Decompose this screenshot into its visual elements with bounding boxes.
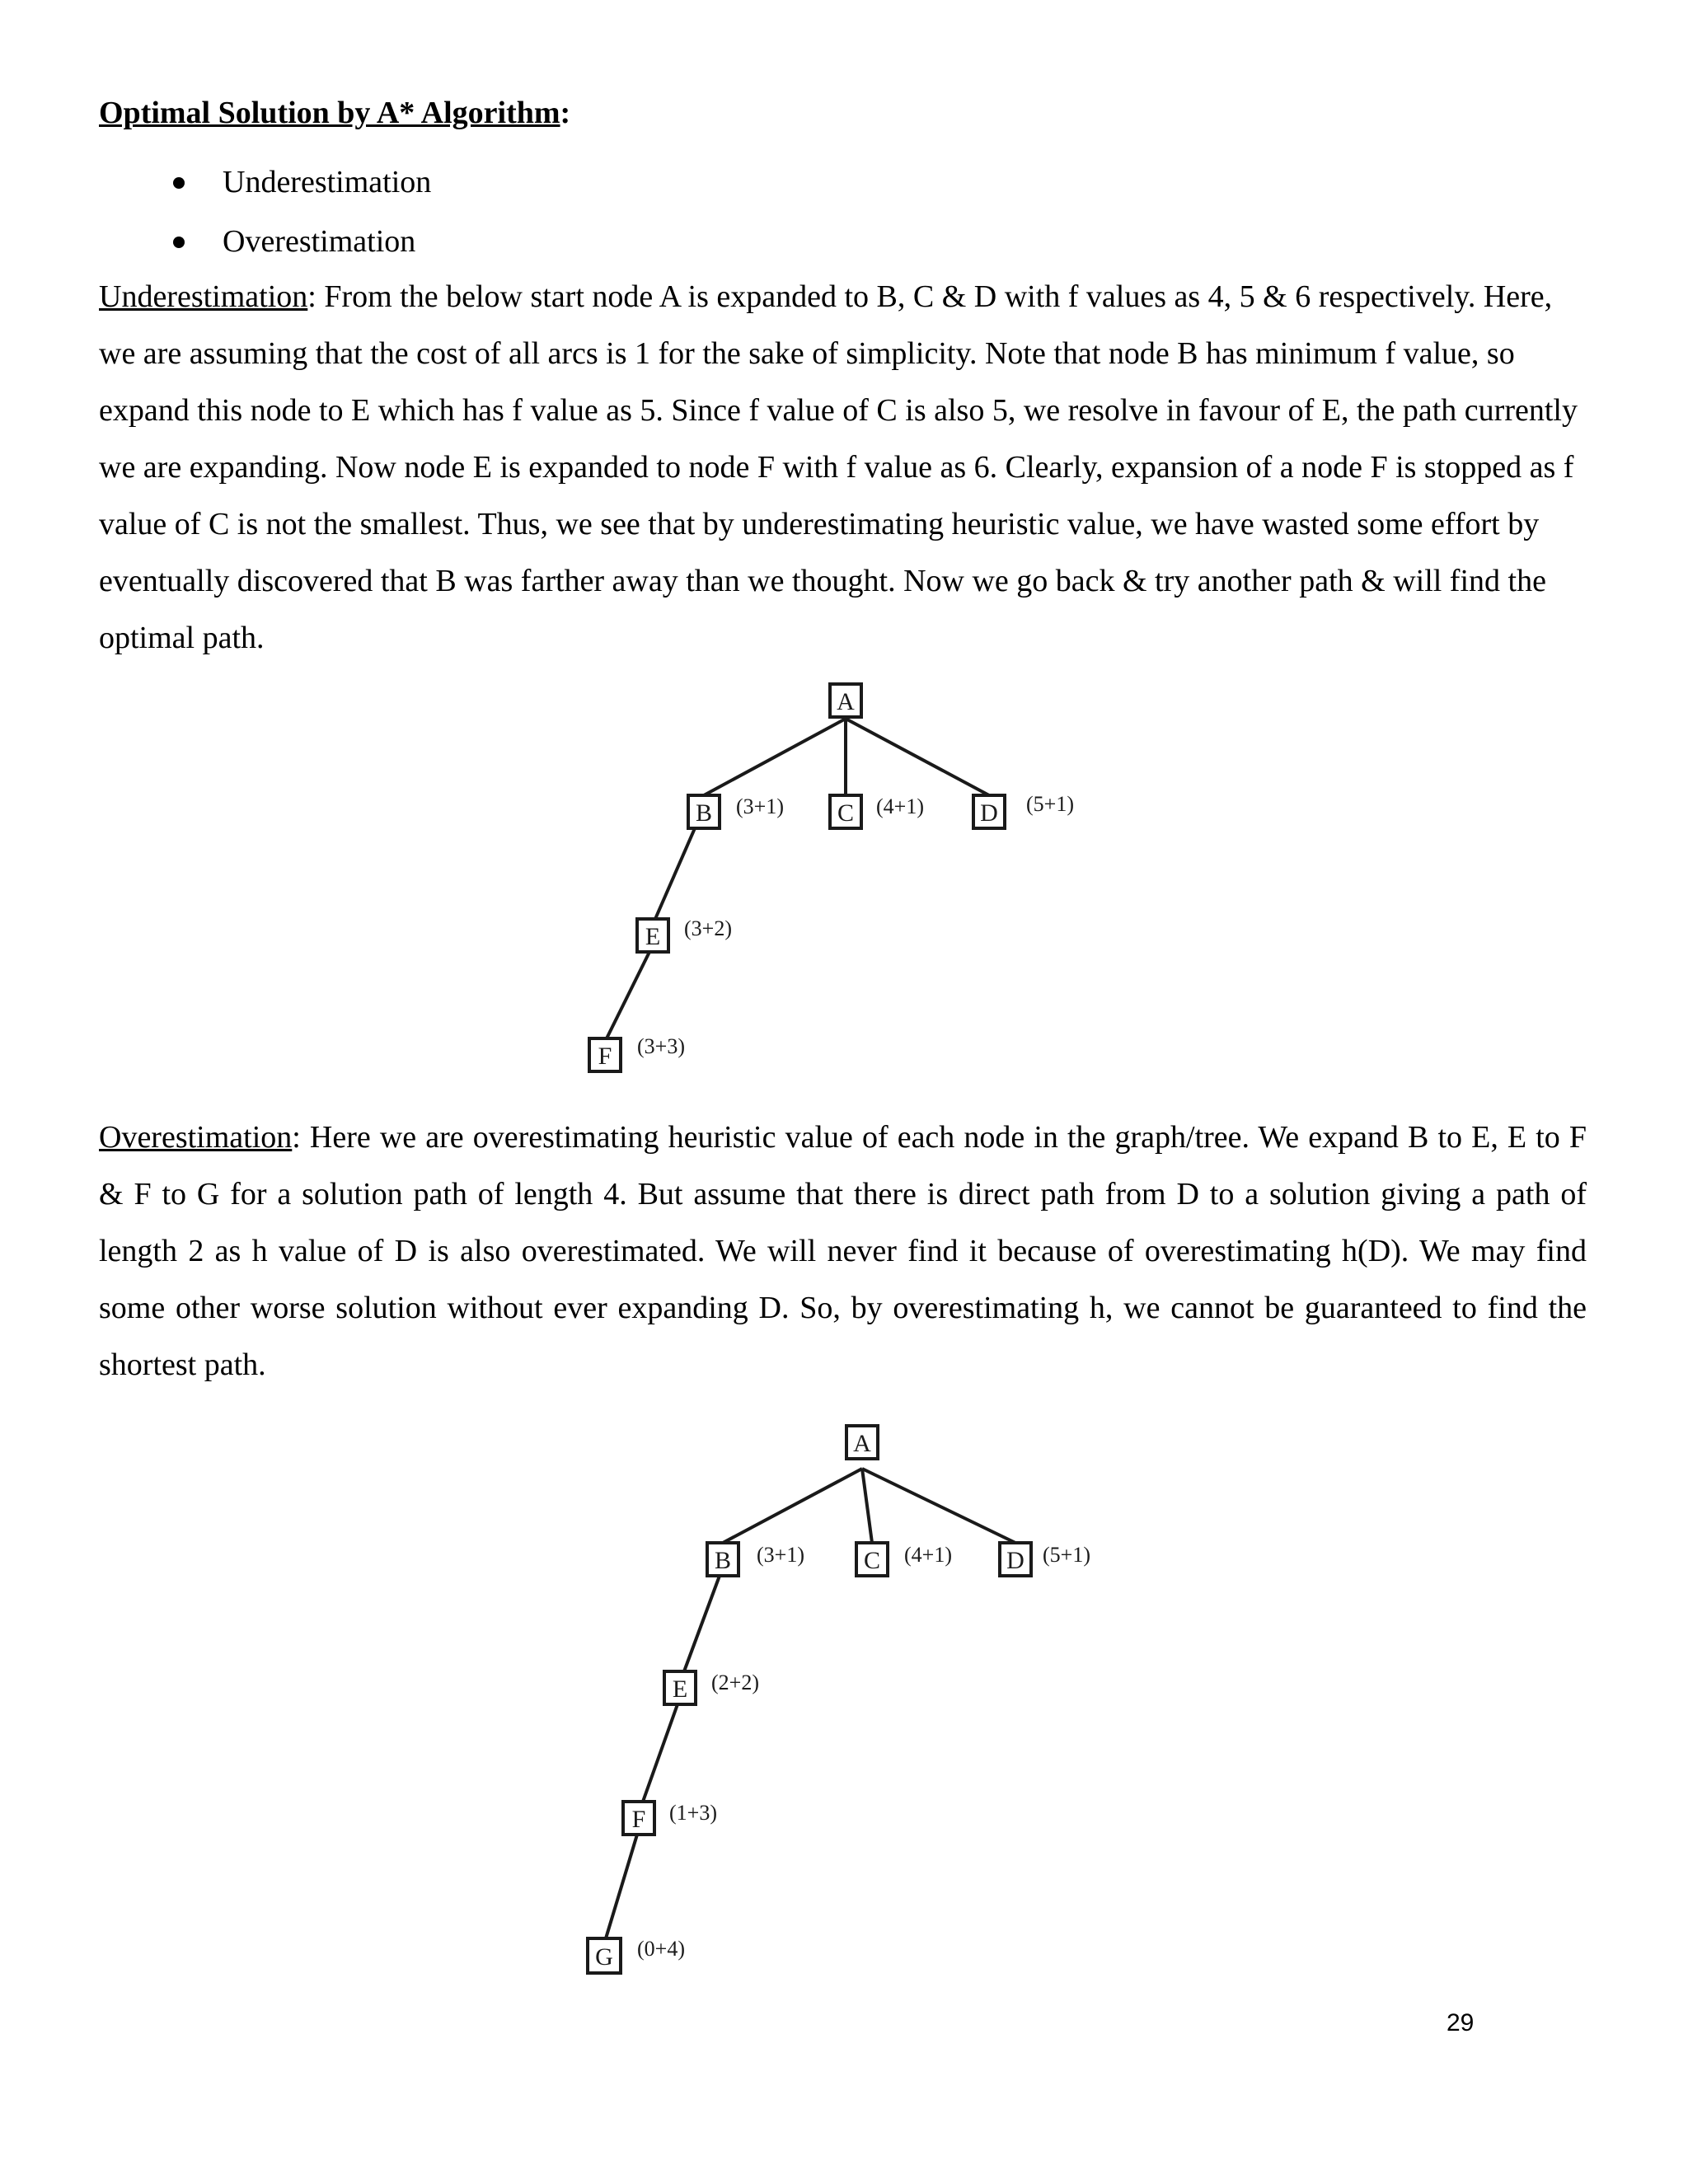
svg-text:(3+1): (3+1) [736,794,784,818]
edge-a-b [723,1469,862,1543]
underestimation-text: : From the below start node A is expanded to B, C & D with f values as 4, 5 & 6 respectively. Here, we are assuming that the cost of all arcs is 1 for the sake of simplicity. Note that node B has minimum f value, so expand this node to E which has f value as 5. Since f value of C is also 5, we resolve in favour of E, the path currently we are expanding. Now node E is expanded to node F with f value as 6. Clearly, expansion of a node F is stopped as f value of C is not the smallest. Thus, we see that by underestimating heuristic value, we have wasted some effort by eventually discovered that B was farther away than we thought. Now we go back & try another path & will find the optimal path. [99,279,1578,655]
tree2-node-b [707,1543,804,1576]
overestimation-text: : Here we are overestimating heuristic value of each node in the graph/tree. We expand B to E, E to F & F to G for a solution path of length 4. But assume that there is direct path from D to a solution giving a path of length 2 as h value of D is also overestimated. We will never find it because of overestimating h(D). We may find some other worse solution without ever expanding D. So, by overestimating h, we cannot be guaranteed to find the shortest path. [99,1120,1587,1382]
svg-text:(4+1): (4+1) [876,794,924,818]
svg-text:(5+1): (5+1) [1043,1543,1090,1567]
underestimation-lead: Underestimation [99,279,308,314]
svg-text:B: B [695,799,713,827]
svg-text:C: C [837,799,855,827]
edge-a-c [862,1469,872,1543]
svg-text:F: F [631,1806,646,1833]
svg-text:(3+2): (3+2) [684,916,732,940]
svg-text:D: D [980,799,998,827]
tree2-node-e [664,1671,759,1704]
svg-text:(4+1): (4+1) [904,1543,952,1567]
svg-text:C: C [863,1547,881,1574]
overestimation-lead: Overestimation [99,1120,293,1155]
svg-text:(3+1): (3+1) [757,1543,804,1567]
edge-a-d [862,1469,1015,1543]
svg-text:(1+3): (1+3) [669,1801,717,1825]
svg-text:(2+2): (2+2) [711,1671,759,1694]
tree2-node-a [846,1426,878,1459]
page-number: 29 [1447,2009,1475,2036]
tree2-node-c [856,1543,952,1576]
svg-text:A: A [853,1430,871,1457]
svg-text:E: E [645,923,661,950]
svg-text:F: F [598,1043,612,1070]
svg-text:(5+1): (5+1) [1026,792,1074,816]
svg-text:E: E [672,1675,688,1703]
edge-f-g [606,1835,637,1938]
bullet-item-overestimation: Overestimation [165,212,431,271]
tree2-node-g [588,1937,685,1973]
edge-b-e [684,1576,720,1671]
tree2-node-d [1000,1543,1090,1576]
svg-text:D: D [1006,1547,1025,1574]
svg-text:G: G [595,1943,613,1971]
bullet-item-underestimation: Underestimation [165,152,431,212]
svg-text:(3+3): (3+3) [637,1034,685,1058]
heading-title: Optimal Solution by A* Algorithm [99,96,560,130]
heading-colon: : [560,96,571,130]
svg-text:(0+4): (0+4) [637,1937,685,1961]
edge-e-f [643,1704,678,1802]
svg-text:B: B [714,1547,732,1574]
tree2-node-f [623,1801,717,1835]
svg-text:A: A [837,688,855,715]
